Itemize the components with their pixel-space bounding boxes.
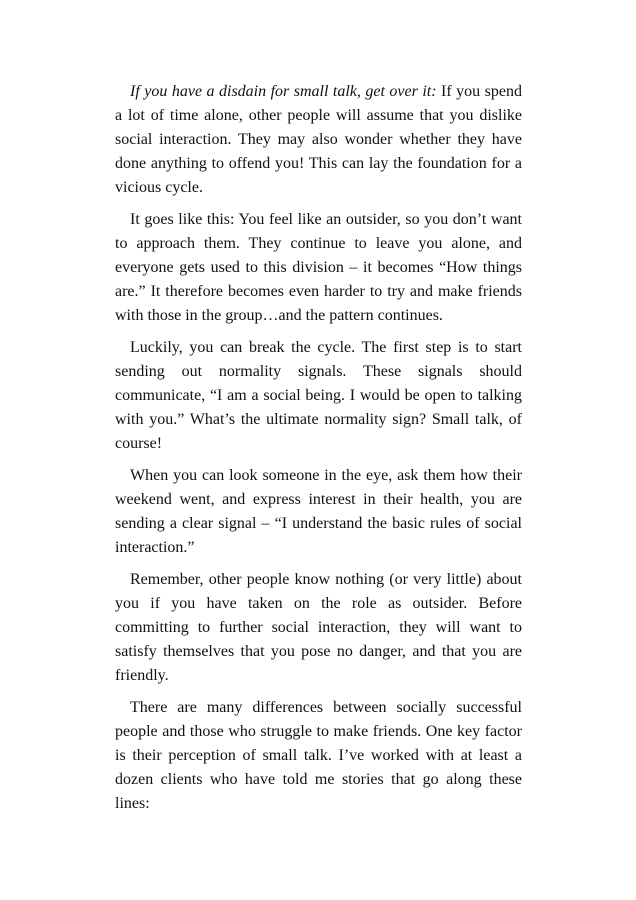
paragraph-small-talk-disdain xyxy=(115,80,522,200)
paragraph-body: If you spend a lot of time alone, other people will assume that you dislike social interaction. They may also wonder whether they have done anything to offend you! This can lay the foundation for a vicious cycle. xyxy=(115,83,522,196)
paragraph-clear-signal: When you can look someone in the eye, ask them how their weekend went, and express interest in their health, you are sending a clear signal – “I understand the basic rules of social interaction.” xyxy=(115,467,522,556)
paragraph-normality-signals: Luckily, you can break the cycle. The first step is to start sending out normality signals. These signals should communicate, “I am a social being. I would be open to talking with you.” What’s the ultimate normality sign? Small talk, of course! xyxy=(115,339,522,452)
paragraph-outsider-role: Remember, other people know nothing (or very little) about you if you have taken on the role as outsider. Before committing to further social interaction, they will want to satisfy themselves that you pose no danger, and that you are friendly. xyxy=(115,571,522,684)
paragraph-lead-italic: If you have a disdain for small talk, get over it: xyxy=(130,83,437,100)
paragraph-perception-of-small-talk: There are many differences between socially successful people and those who struggle to make friends. One key factor is their perception of small talk. I’ve worked with at least a dozen clients who have told me stories that go along these lines: xyxy=(115,699,522,812)
paragraph-outsider-pattern: It goes like this: You feel like an outsider, so you don’t want to approach them. They continue to leave you alone, and everyone gets used to this division – it becomes “How things are.” It therefore becomes even harder to try and make friends with those in the group…and the pattern continues. xyxy=(115,211,522,324)
